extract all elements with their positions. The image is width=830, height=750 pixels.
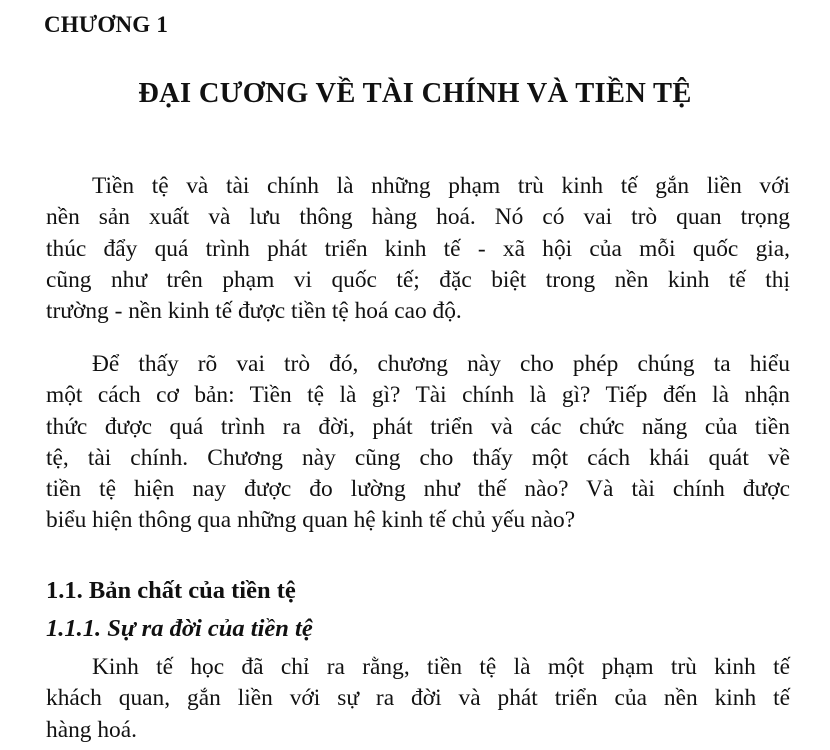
paragraph-line: Kinh tế học đã chỉ ra rằng, tiền tệ là một phạm trù kinh tế xyxy=(92,654,790,680)
paragraph-line: trường - nền kinh tế được tiền tệ hoá cao độ. xyxy=(46,298,462,325)
paragraph-line: một cách cơ bản: Tiền tệ là gì? Tài chính là gì? Tiếp đến là nhận xyxy=(46,382,790,409)
paragraph-line: khách quan, gắn liền với sự ra đời và phát triển của nền kinh tế xyxy=(46,685,790,712)
paragraph-origin xyxy=(46,652,790,746)
subsection-heading: 1.1.1. Sự ra đời của tiền tệ xyxy=(46,615,313,642)
paragraph-overview xyxy=(46,349,790,537)
paragraph-line: hàng hoá. xyxy=(46,716,137,743)
chapter-label: CHƯƠNG 1 xyxy=(44,12,169,37)
paragraph-line: Để thấy rõ vai trò đó, chương này cho phép chúng ta hiểu xyxy=(92,351,790,377)
paragraph-line: thức được quá trình ra đời, phát triển và các chức năng của tiền xyxy=(46,413,790,440)
paragraph-line: thúc đẩy quá trình phát triển kinh tế - xã hội của mỗi quốc gia, xyxy=(46,235,790,262)
chapter-title: ĐẠI CƯƠNG VỀ TÀI CHÍNH VÀ TIỀN TỆ xyxy=(138,78,692,109)
paragraph-intro xyxy=(46,171,790,327)
paragraph-line: biểu hiện thông qua những quan hệ kinh tế chủ yếu nào? xyxy=(46,507,576,534)
section-heading: 1.1. Bản chất của tiền tệ xyxy=(46,577,296,604)
paragraph-line: Tiền tệ và tài chính là những phạm trù kinh tế gắn liền với xyxy=(92,173,790,199)
paragraph-line: nền sản xuất và lưu thông hàng hoá. Nó có vai trò quan trọng xyxy=(46,204,790,231)
paragraph-line: tệ, tài chính. Chương này cũng cho thấy một cách khái quát về xyxy=(46,444,790,471)
paragraph-line: tiền tệ hiện nay được đo lường như thế nào? Và tài chính được xyxy=(46,476,790,503)
paragraph-line: cũng như trên phạm vi quốc tế; đặc biệt trong nền kinh tế thị xyxy=(46,266,790,293)
